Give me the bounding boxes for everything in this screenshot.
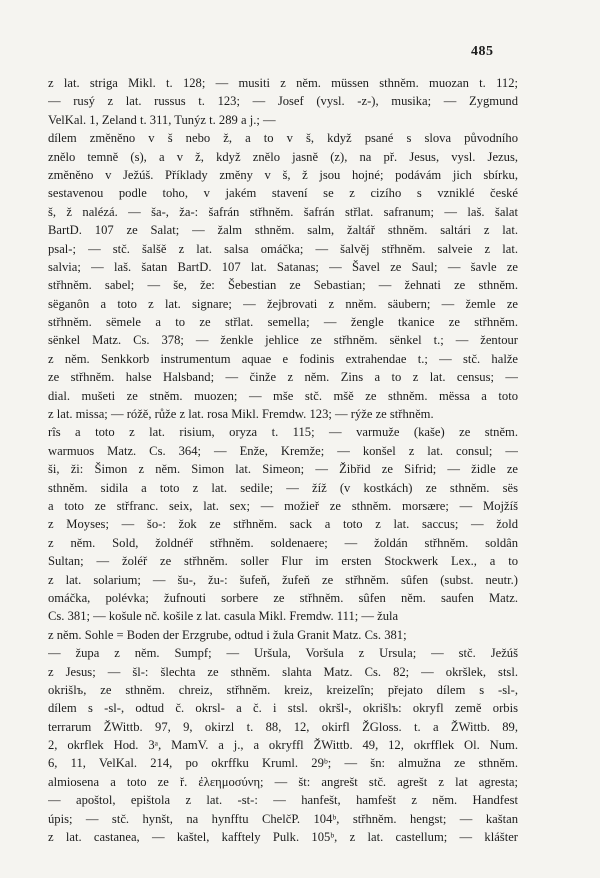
text-line: z lat. missa; — róžě, růže z lat. rosa Mikl. Fremdw. 123; — rýže ze střhněm. [48, 407, 434, 422]
text-line: Cs. 381; — košule nč. košile z lat. casula Mikl. Fremdw. 111; — žula [48, 609, 399, 624]
text-line: z něm. Sohle = Boden der Erzgrube, odtud i žula Granit Matz. Cs. 381; [48, 627, 407, 642]
text-line: sthněm. sidila a toto z lat. sedile; — žíž (v kostkách) ze sthněm. sës [48, 480, 518, 495]
text-line: střhněm. sëmele a to ze střlat. semella; — žengle tkanice ze střhněm. [48, 315, 518, 330]
text-line: sestavenou podle toho, v jakém stavení se z cizího s vzniklé české [48, 186, 518, 201]
text-line: dílem s -sl-, odtud č. okrsl- a č. i stsl. okršl-, okrišlъ: okryfl země orbis [48, 701, 518, 716]
text-line: z něm. Senkkorb instrumentum aquae e fodinis extrahendae t.; — stč. halže [48, 351, 518, 366]
page-number: 485 [471, 44, 494, 59]
text-line: 2, okrflek Hod. 3ᵃ, MamV. a j., a okryffl ŽWittb. 49, 12, okrfflek Ol. Num. [48, 738, 518, 753]
text-line: sëganôn a toto z lat. signare; — žejbrovati z nněm. säubern; — žemle ze [48, 296, 518, 311]
text-line: ši, ži: Šimon z něm. Simon lat. Simeon; — Žibřid ze Sifrid; — židle ze [48, 462, 518, 477]
text-line: š, ž nalézá. — ša-, ža-: šafrán střhněm. šafrán střlat. safranum; — laš. šalat [48, 204, 518, 219]
text-line: z lat. castanea, — kaštel, kafftely Pulk. 105ᵇ, z lat. castellum; — klášter [48, 830, 518, 845]
text-line: — rusý z lat. russus t. 123; — Josef (vysl. -z-), musika; — Zygmund [48, 94, 518, 109]
text-line: VelKal. 1, Zeland t. 311, Tunýz t. 289 a j.; — [48, 112, 276, 127]
text-line: z Moyses; — šo-: žok ze střhněm. sack a toto z lat. saccus; — žold [48, 517, 518, 532]
text-line: úpis; — stč. hynšt, na hynfftu ChelčP. 104ᵇ, střhněm. hengst; — kaštan [48, 811, 518, 826]
text-line: — apoštol, epištola z lat. -st-: — hanfešt, hamfešt z něm. Handfest [48, 793, 518, 808]
text-line: z něm. Sold, žoldnéř střhněm. soldenaere; — žoldán střhněm. soldân [48, 535, 518, 550]
text-line: změněno v Ježúš. Příklady změny v š, ž jsou hojné; podávám jich sbírku, [48, 167, 518, 182]
text-line: BartD. 107 ze Salat; — žalm sthněm. salm, žaltář sthněm. saltári z lat. [48, 223, 518, 238]
text-line: střhněm. sabel; — še, že: Šebestian ze Sebastian; — žehnati ze sthněm. [48, 278, 518, 293]
text-line: almiosena a toto ze ř. ἐλεημοσύνη; — št: angrešt stč. agrešt z lat agresta; [48, 774, 518, 789]
text-line: z lat. striga Mikl. t. 128; — musiti z něm. müssen sthněm. muozan t. 112; [48, 76, 518, 90]
text-line: psal-; — stč. šalšě z lat. salsa omáčka; — šalvěj střhněm. salveie z lat. [48, 241, 518, 256]
text-line: dial. mušeti ze stněm. muozen; — mše stč. mšě ze sthněm. mëssa a toto [48, 388, 518, 403]
text-line: — župa z něm. Sumpf; — Uršula, Voršula z Ursula; — stč. Ježúš [48, 646, 518, 661]
text-line: znělo temně (s), a v ž, když znělo jasně (z), na př. Jesus, vysl. Jezus, [48, 149, 518, 164]
text-line: ze střhněm. halse Halsband; — činže z něm. Zins a to z lat. census; — [48, 370, 518, 385]
main-text [48, 74, 518, 846]
text-line: 6, 11, VelKal. 214, po okrffku Kruml. 29ᵇ; — šn: almužna ze sthněm. [48, 756, 518, 771]
text-line: terrarum ŽWittb. 97, 9, okirzl t. 88, 12, okirfl ŽGloss. t. a ŽWittb. 89, [48, 719, 518, 734]
text-line: rîs a toto z lat. risium, oryza t. 115; — varmuže (kaše) ze stněm. [48, 425, 518, 440]
text-line: z lat. solarium; — šu-, žu-: šufeň, žufeň ze střhněm. sûfen (subst. neutr.) [48, 572, 518, 587]
text-line: salvia; — laš. šatan BartD. 107 lat. Satanas; — Šavel ze Saul; — šavle ze [48, 259, 518, 274]
text-line: warmuos Matz. Cs. 364; — Enže, Kremže; — konšel z lat. consul; — [48, 443, 518, 458]
text-line: z Jesus; — šl-: šlechta ze sthněm. slahta Matz. Cs. 82; — okršlek, stsl. [48, 664, 518, 679]
text-line: a toto ze střfranc. seix, lat. sex; — možieř ze sthněm. morsære; — Mojžíš [48, 498, 518, 513]
text-line: Sultan; — žoléř ze střhněm. soller Flur im ersten Stockwerk Lex., a to [48, 554, 518, 569]
text-line: dílem změněno v š nebo ž, a to v š, když psané s slova původního [48, 131, 518, 146]
text-line: sënkel Matz. Cs. 378; — ženkle jehlice ze střhněm. sënkel t.; — žentour [48, 333, 518, 348]
text-line: omáčka, polévka; žufnouti sorbere ze střhněm. sûfen něm. saufen Matz. [48, 590, 518, 605]
text-line: okrišlъ, ze sthněm. chreiz, střhněm. kreiz, kreizelîn; přejato dílem s -sl-, [48, 682, 518, 697]
